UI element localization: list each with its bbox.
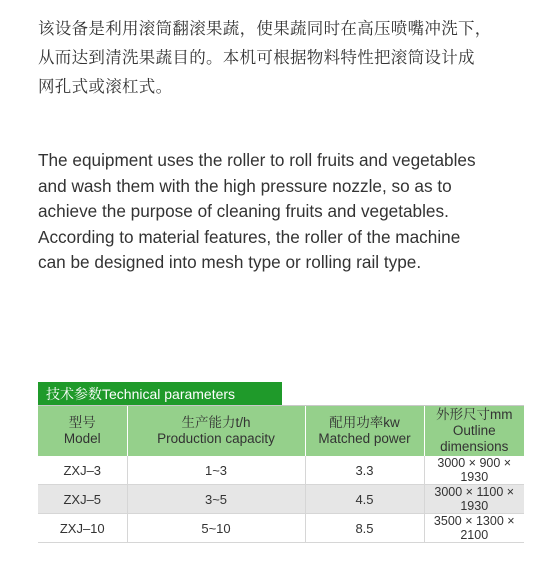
technical-parameters-title: 技术参数Technical parameters bbox=[46, 385, 236, 402]
technical-parameters-table bbox=[38, 405, 524, 543]
table-row bbox=[38, 456, 524, 485]
column-header-model bbox=[38, 406, 127, 456]
capacity-cell: 3~5 bbox=[127, 485, 305, 514]
capacity-cell: 1~3 bbox=[127, 456, 305, 485]
column-header-power bbox=[305, 406, 424, 456]
column-header-dimensions bbox=[424, 406, 524, 456]
model-cell: ZXJ–5 bbox=[38, 485, 127, 514]
chinese-description-line: 网孔式或滚杠式。 bbox=[38, 77, 173, 96]
column-header-en: Outline dimensions bbox=[440, 423, 509, 454]
english-description-line: The equipment uses the roller to roll fruits and vegetables bbox=[38, 150, 476, 170]
english-description bbox=[38, 148, 538, 276]
technical-parameters-tab bbox=[38, 382, 282, 405]
column-header-capacity bbox=[127, 406, 305, 456]
dimensions-cell: 3500 × 1300 × 2100 bbox=[424, 514, 524, 543]
model-cell: ZXJ–10 bbox=[38, 514, 127, 543]
column-header-zh: 生产能力t/h bbox=[181, 415, 251, 430]
english-description-line: According to material features, the roller of the machine bbox=[38, 226, 461, 247]
column-header-en: Model bbox=[63, 431, 101, 446]
parameters-table bbox=[38, 406, 524, 543]
table-row bbox=[38, 514, 524, 543]
column-header-zh: 配用功率kw bbox=[329, 415, 400, 430]
column-header-en: Production capacity bbox=[157, 431, 275, 446]
english-description-line: achieve the purpose of cleaning fruits and vegetables. bbox=[38, 201, 449, 221]
chinese-description-line: 该设备是利用滚筒翻滚果蔬，使果蔬同时在高压喷嘴冲洗下， bbox=[38, 19, 492, 38]
english-description-line: can be designed into mesh type or rolling rail type. bbox=[38, 252, 422, 272]
power-cell: 3.3 bbox=[305, 456, 424, 485]
dimensions-cell: 3000 × 1100 × 1930 bbox=[424, 485, 524, 514]
english-description-line: and wash them with the high pressure nozzle, so as to bbox=[38, 175, 452, 196]
power-cell: 4.5 bbox=[305, 485, 424, 514]
column-header-en: Matched power bbox=[318, 431, 411, 446]
chinese-description-line: 从而达到清洗果蔬目的。本机可根据物料特性把滚筒设计成 bbox=[38, 48, 475, 67]
column-header-zh: 外形尺寸mm bbox=[436, 407, 513, 422]
table-row bbox=[38, 485, 524, 514]
capacity-cell: 5~10 bbox=[127, 514, 305, 543]
table-header-row bbox=[38, 406, 524, 456]
power-cell: 8.5 bbox=[305, 514, 424, 543]
dimensions-cell: 3000 × 900 × 1930 bbox=[424, 456, 524, 485]
model-cell: ZXJ–3 bbox=[38, 456, 127, 485]
column-header-zh: 型号 bbox=[68, 415, 96, 430]
chinese-description bbox=[38, 14, 538, 101]
